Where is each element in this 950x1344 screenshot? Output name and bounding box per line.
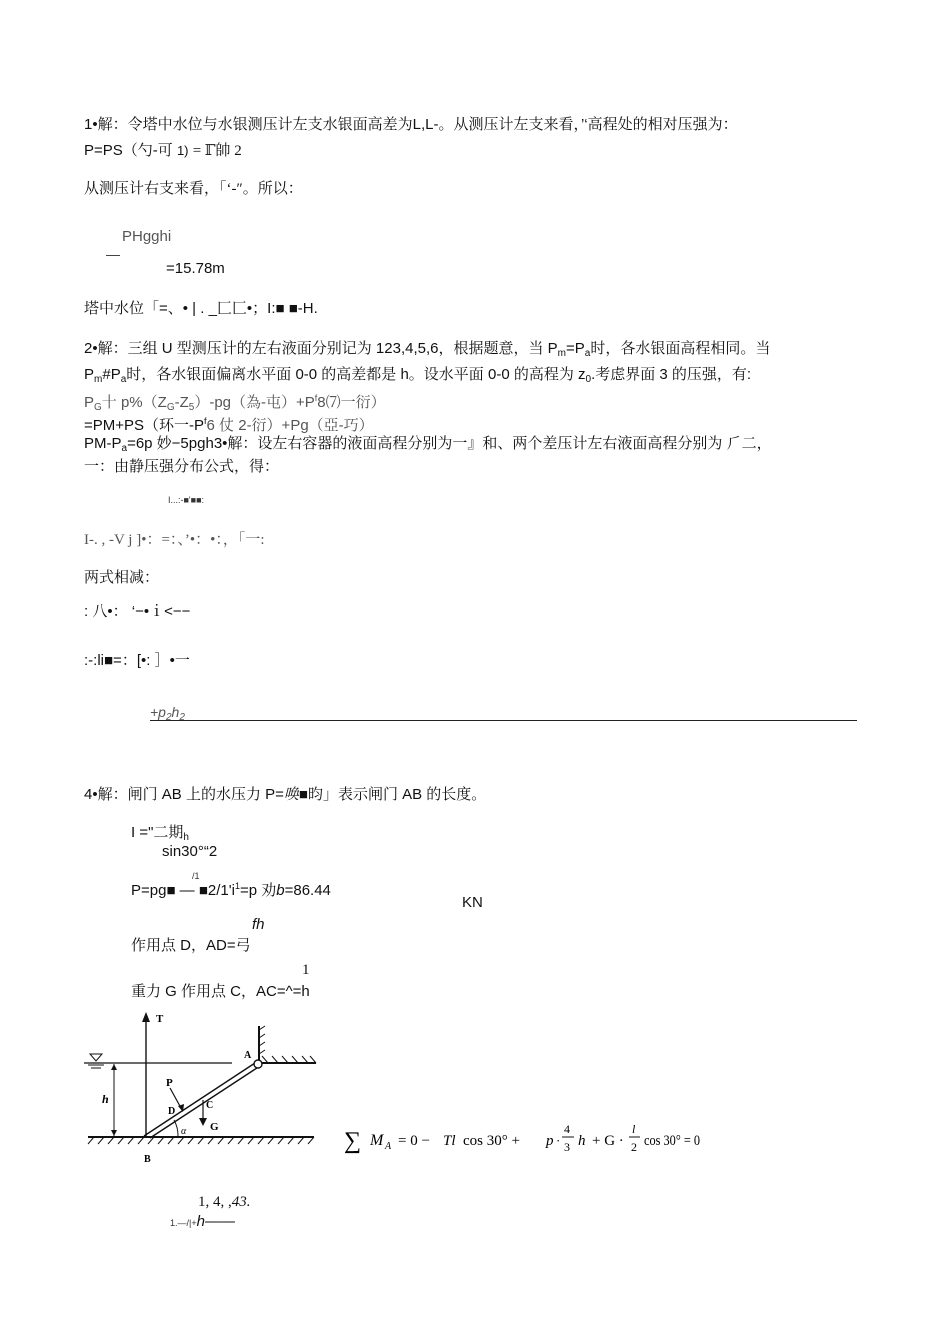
p3-frac <box>150 702 185 728</box>
upper-wall-hatching <box>262 1056 316 1063</box>
p1-line1: 1•解：令塔中水位与水银测压计左支水银面高差为L,L-。从测压计左支来看，’‘高程处的相对压强为： <box>84 116 738 133</box>
moment-a-sub: A <box>385 1141 392 1152</box>
p4-fh: fh <box>252 916 265 933</box>
p4-p-eq-sup: 1 <box>234 881 240 891</box>
p1-line2 <box>84 141 242 161</box>
p4-end2-tail: h—— <box>196 1213 235 1230</box>
h-arrow-top <box>111 1064 117 1070</box>
frac-l: l <box>632 1122 636 1136</box>
p2-eq2-sup: f <box>204 416 207 426</box>
p2-line2-sub-a: a <box>120 374 127 385</box>
p3-fraction-rule <box>150 720 857 721</box>
p2-line2-sub-m: m <box>94 374 103 385</box>
label-alpha: α <box>181 1126 187 1137</box>
label-h: h <box>102 1092 109 1106</box>
p4-line1-ital: 唤 <box>283 786 299 803</box>
p4-end2-small: 1.—/|+ <box>170 1218 197 1228</box>
frac-4: 4 <box>564 1122 570 1136</box>
label-a: A <box>244 1050 252 1061</box>
p2-line2-b: #P <box>102 366 121 383</box>
hinge-a <box>254 1060 262 1068</box>
p2-sub-a: a <box>584 348 591 359</box>
p4-ad: 作用点 D，AD=弓 <box>131 937 251 954</box>
p-term: p <box>546 1133 554 1149</box>
p2-line2-sub-z: 0 <box>585 374 592 385</box>
dot-1: · <box>556 1133 561 1148</box>
h-arrow-bottom <box>111 1130 117 1136</box>
p2-eq1-sub-G: G <box>94 402 102 413</box>
p4-line1-text: 4•解：闸门 AB 上的水压力 P= <box>84 786 284 803</box>
p2-line1-tail: 时，各水银面高程相同。当 <box>590 340 771 357</box>
p2-line1 <box>84 339 770 364</box>
p2-eq: =P <box>566 340 585 357</box>
gate-edge-1 <box>144 1063 255 1136</box>
cos-term-1: cos 30° + <box>463 1133 520 1149</box>
p1-line2-text: P=PS（勺-可 <box>84 142 173 159</box>
p2-eq2-tail: 6 仗 2-衍）+Pg（亞-巧） <box>206 417 374 434</box>
label-t: T <box>156 1013 164 1025</box>
p3-line2: 一：由静压强分布公式，得： <box>84 458 280 475</box>
p4-end1-b: 43. <box>231 1194 251 1210</box>
gate-diagram <box>82 1008 322 1166</box>
p3-garbled: I-. , -V j ]•：=：、’•：•：，「一: <box>84 532 265 548</box>
p2-sub-m: m <box>557 348 567 359</box>
label-d: D <box>168 1106 176 1117</box>
label-p: P <box>166 1077 173 1089</box>
p1-water-level: 塔中水位「=、• | . _匚匚•；I:■ ■-H. <box>84 300 318 317</box>
p-arrow-line <box>170 1088 181 1108</box>
p1-line2-tail: = ℾ帥 2 <box>192 143 242 159</box>
p2-eq3-sub: a <box>121 443 128 454</box>
p2-eq3: PM-P <box>84 435 122 452</box>
cos-term-2: cos 30° = 0 <box>644 1133 700 1149</box>
p4-ac: 重力 G 作用点 C，AC=^=h <box>131 983 310 1000</box>
p1-line2-sub: 1) <box>176 143 189 158</box>
p4-p-eq-tail: =p 劝 <box>239 882 277 899</box>
p4-end1 <box>198 1192 251 1212</box>
moment-equation <box>342 1118 702 1162</box>
p2-eq2 <box>84 411 374 436</box>
p2-eq1-c: -Z <box>174 394 189 411</box>
p2-eq1-e: 8⑺一衍） <box>317 394 386 411</box>
frac-3: 3 <box>564 1140 570 1154</box>
eq-zero-minus: = 0 − <box>398 1133 430 1149</box>
p2-line2-d: .考虑界面 3 的压强，有: <box>591 366 752 383</box>
label-g: G <box>210 1121 219 1133</box>
p4-one: 1 <box>302 962 310 978</box>
p2-eq1-sub-G2: G <box>166 402 175 413</box>
p3-line-a: : 八•： ‘−•ｉ<−− <box>84 603 191 620</box>
t-arrow <box>142 1012 150 1022</box>
p1-line3: 从测压计右支来看，「‘-″。所以： <box>84 181 303 197</box>
p1-frac-num: PHgghi <box>122 228 172 245</box>
p4-p-eq <box>131 876 331 901</box>
p4-p-eq-val: =86.44 <box>284 882 331 899</box>
p3-frac-h: h <box>171 704 180 720</box>
p3-tiny-formula: I...:-■'■■: <box>168 495 205 505</box>
h-term: h <box>578 1133 586 1149</box>
p2-line2 <box>84 365 751 390</box>
p2-eq3-tail: =6p 妙−5pgh <box>127 435 214 452</box>
p2-line1-text: 2•解：三组 U 型测压计的左右液面分别记为 123,4,5,6，根据题意，当 P <box>84 340 558 357</box>
p3-line-b: :-:li■=：[•: ］•一 <box>84 652 190 669</box>
p4-end2 <box>170 1212 235 1233</box>
p4-p-small: /1 <box>192 871 200 881</box>
p2-line2-a: P <box>84 366 95 383</box>
p2-eq1-sub-5: 5 <box>188 402 195 413</box>
g-arrow-head <box>199 1118 207 1126</box>
p3-frac-sub2: 2 <box>179 712 185 723</box>
water-level-symbol <box>90 1054 102 1061</box>
p4-line1 <box>84 785 486 805</box>
p3-frac-p: +p <box>150 704 166 720</box>
ground-hatching <box>88 1137 314 1144</box>
p3-subtract: 两式相减： <box>84 569 160 586</box>
p4-l-eq-text: I ="二期 <box>131 824 184 841</box>
frac-2: 2 <box>631 1140 637 1154</box>
p2-eq3-p3-start <box>84 434 772 459</box>
p1-result: =15.78m <box>166 260 225 277</box>
tl-term: Tl <box>443 1133 456 1149</box>
p4-p-eq-text: P=pg■ — ■2/1'i <box>131 882 235 899</box>
p4-sin: sin30°“2 <box>162 843 218 860</box>
p2-eq1-a: P <box>84 394 95 411</box>
p4-line1-tail: ■昀」表示闸门 AB 的长度。 <box>298 786 487 803</box>
label-b: B <box>144 1154 151 1165</box>
p2-line2-c: 时，各水银面偏离水平面 0-0 的高差都是 h。设水平面 0-0 的高程为 z <box>126 366 586 383</box>
p2-eq1-b: 十 p%（Z <box>101 394 167 411</box>
plus-g-term: + G · <box>592 1133 624 1149</box>
label-c: C <box>206 1100 214 1111</box>
p1-frac-bar <box>106 255 120 256</box>
p3-frac-sub1: 2 <box>165 712 172 723</box>
p3-start: 3•解：设左右容器的液面高程分别为一』和、两个差压计左右液面高程分别为 ⺁二， <box>213 435 772 452</box>
p4-kn: KN <box>462 894 483 911</box>
p2-eq1-d: ）-pg（為-屯）+P <box>194 394 315 411</box>
sum-symbol: ∑ <box>344 1128 362 1154</box>
p2-eq2-text: =PM+PS（环一-P <box>84 417 205 434</box>
p2-eq1-sup: f <box>314 393 318 403</box>
p4-end1-a: 1, 4, , <box>198 1194 232 1210</box>
p4-l-eq-sub: h <box>183 832 189 843</box>
moment-m: M <box>370 1132 384 1149</box>
p4-p-eq-b: b <box>276 882 285 899</box>
